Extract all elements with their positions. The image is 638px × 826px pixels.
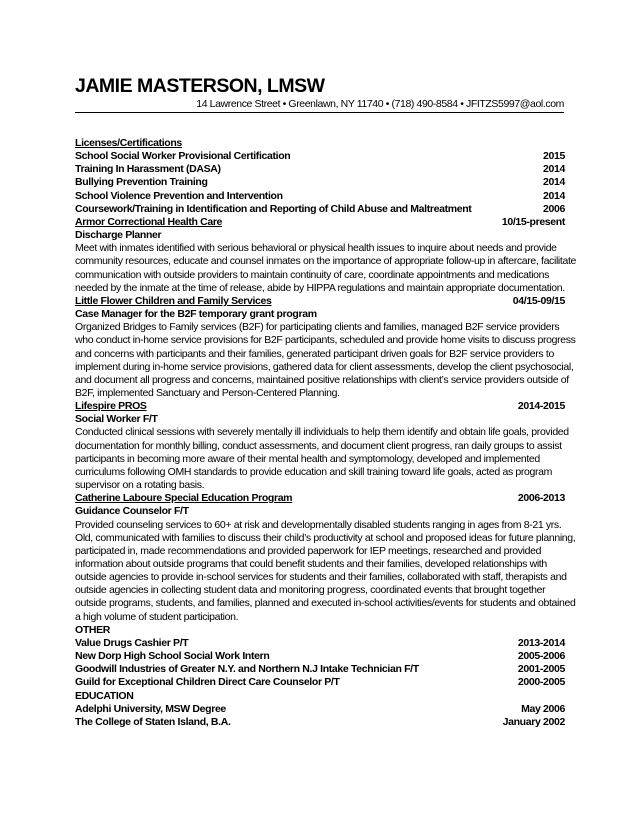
- experience-entry: [75, 492, 576, 624]
- job-description: Conducted clinical sessions with severely mentally ill individuals to help them identify and obtain life goals, provided documentation for monthly billing, conduct assessments, and document client progress, ran daily groups to assist participants in becoming more aware of their mental health and symptomology, developed and implemented curriculums following OMH standards to provide education and skill training toward life goals, acted as program supervisor on a rotating basis.: [75, 426, 569, 492]
- other-item: New Dorp High School Social Work Intern 2005-2006: [75, 650, 565, 663]
- other-heading: OTHER: [75, 623, 111, 636]
- job-title: Social Worker F/T: [75, 413, 158, 426]
- employment-dates: 04/15-09/15: [512, 294, 565, 307]
- employment-dates: 10/15-present: [501, 215, 565, 228]
- resume-body: [75, 137, 577, 729]
- job-description: Provided counseling services to 60+ at risk and developmentally disabled students ranging in ages from 8-21 yrs. Old, communicated with families to discuss their child’s productivity at school and proposed ideas for future planning, participated in, made recommendations and provided paperwork for IEP meetings, researched and provided information about outside programs that could benefit students and their families, developed relationships with outside agencies to provide in-school services for students and their families, collaborated with staff, therapists and outside agencies in collecting student data and monitoring progress, coordinated events that brought together outside programs, students, and families, planned and executed in-school activities/events for students and obtained a high volume of student participation.: [75, 518, 576, 623]
- experience-header: [75, 295, 565, 308]
- job-title: Case Manager for the B2F temporary grant program: [75, 308, 317, 321]
- resume-name: JAMIE MASTERSON, LMSW: [75, 75, 325, 97]
- other-item: Goodwill Industries of Greater N.Y. and Northern N.J Intake Technician F/T 2001-2005: [75, 663, 565, 676]
- license-item: Training In Harassment (DASA) 2014: [75, 163, 565, 176]
- other-item: Value Drugs Cashier P/T 2013-2014: [75, 636, 565, 649]
- other-item: Guild for Exceptional Children Direct Care Counselor P/T 2000-2005: [75, 676, 565, 689]
- employer-name: Armor Correctional Health Care: [75, 215, 223, 228]
- education-list: [75, 703, 565, 729]
- job-description: Meet with inmates identified with serious behavioral or physical health issues to inquire about needs and provide community resources, educate and counsel inmates on the importance of appropriate follow-up in aftercare, facilitate communication with outside providers to maintain continuity of care, coordinate appointments and medications needed by the inmate at the time of release, abide by HIPPA regulations and maintain appropriate documentation.: [75, 242, 577, 294]
- experience-header: [75, 400, 565, 413]
- employer-name: Catherine Laboure Special Education Program: [75, 492, 293, 505]
- experience-entry: [75, 294, 576, 400]
- other-list: [75, 637, 565, 690]
- employer-name: Little Flower Children and Family Services: [75, 294, 272, 307]
- license-item: Bullying Prevention Training 2014: [75, 176, 565, 189]
- education-item: Adelphi University, MSW Degree May 2006: [75, 702, 565, 715]
- employment-dates: 2006-2013: [517, 492, 565, 505]
- contact-line: 14 Lawrence Street • Greenlawn, NY 11740 • (718) 490-8584 • JFITZS5997@aol.com: [75, 98, 564, 113]
- experience-header: [75, 492, 565, 505]
- licenses-list: [75, 150, 565, 216]
- experience-entry: [75, 400, 569, 492]
- job-description: Organized Bridges to Family services (B2F) for participating clients and families, managed B2F service providers who conduct in-home service provisions for B2F participants, scheduled and provide home visits to discuss progress and concerns with participants and their families, generated participant driven goals for B2F service providers to implement during in-home service provisions, gathered data for client assessments, develop the client psychosocial, and document all progress and concerns, maintained positive relationships with client’s service providers outside of B2F, implemented Sanctuary and Person-Centered Planning.: [75, 321, 576, 399]
- license-item: School Violence Prevention and Intervention 2014: [75, 189, 565, 202]
- education-heading: EDUCATION: [75, 689, 134, 702]
- employer-name: Lifespire PROS: [75, 400, 147, 413]
- job-title: Guidance Counselor F/T: [75, 505, 189, 518]
- licenses-heading: Licenses/Certifications: [75, 137, 182, 149]
- experience-header: [75, 216, 565, 229]
- employment-dates: 2014-2015: [517, 400, 565, 413]
- education-item: The College of Staten Island, B.A. January 2002: [75, 715, 565, 728]
- experience-entry: [75, 215, 577, 295]
- license-item: School Social Worker Provisional Certification 2015: [75, 150, 565, 163]
- job-title: Discharge Planner: [75, 229, 162, 242]
- license-item: Coursework/Training in Identification and Reporting of Child Abuse and Maltreatment 2006: [75, 202, 565, 215]
